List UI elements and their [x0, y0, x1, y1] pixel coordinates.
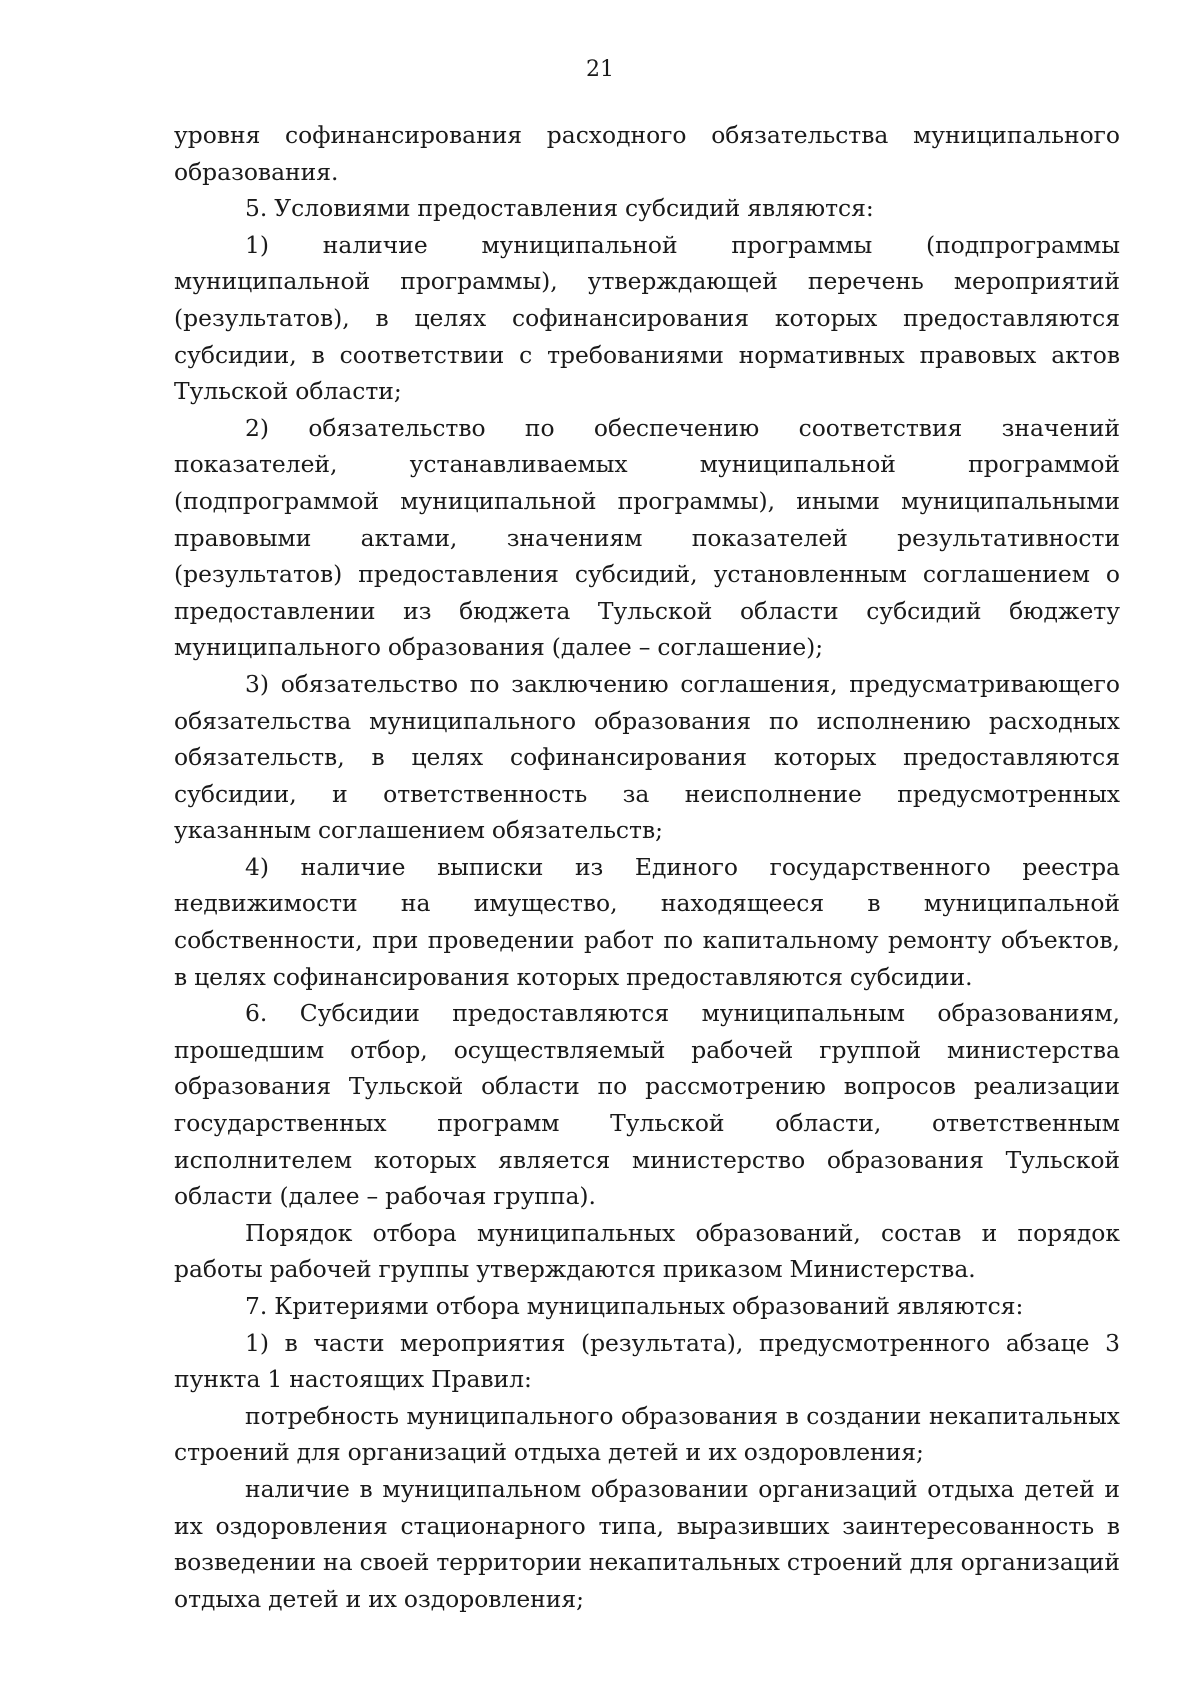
paragraph-criterion-organizations: наличие в муниципальном образовании организаций отдыха детей и их оздоровления стационарного типа, выразивших заинтересованность в возведении на своей территории некапитальных строений для организаций отдыха детей и их оздоровления;	[174, 1474, 1120, 1613]
paragraph-clause-7-item-1: 1) в части мероприятия (результата), предусмотренного абзаце 3 пункта 1 настоящих Правил:	[174, 1328, 1120, 1394]
paragraph-clause-7: 7. Критериями отбора муниципальных образований являются:	[245, 1292, 1024, 1320]
page-number: 21	[586, 57, 614, 82]
document-body	[174, 117, 1120, 1617]
paragraph-continuation: уровня софинансирования расходного обязательства муниципального образования.	[174, 121, 1120, 186]
paragraph-clause-6: 6. Субсидии предоставляются муниципальным образованиям, прошедшим отбор, осуществляемый рабочей группой министерства образования Тульской области по рассмотрению вопросов реализации государственных программ Тульской области, ответственным исполнителем которых является министерство образования Тульской области (далее – рабочая группа).	[174, 999, 1120, 1211]
paragraph-clause-5-item-4: 4) наличие выписки из Единого государственного реестра недвижимости на имущество, находящееся в муниципальной собственности, при проведении работ по капитальному ремонту объектов, в целях софинансирования которых предоставляются субсидии.	[174, 852, 1120, 991]
paragraph-clause-5: 5. Условиями предоставления субсидий являются:	[245, 194, 874, 223]
paragraph-criterion-need: потребность муниципального образования в создании некапитальных строений для организаций отдыха детей и их оздоровления;	[174, 1401, 1120, 1467]
paragraph-clause-5-item-3: 3) обязательство по заключению соглашения, предусматривающего обязательства муниципального образования по исполнению расходных обязательств, в целях софинансирования которых предоставляются субсидии, и ответственность за неисполнение предусмотренных указанным соглашением обязательств;	[174, 669, 1120, 845]
paragraph-selection-procedure: Порядок отбора муниципальных образований, состав и порядок работы рабочей группы утверждаются приказом Министерства.	[174, 1218, 1120, 1284]
paragraph-clause-5-item-1: 1) наличие муниципальной программы (подпрограммы муниципальной программы), утверждающей перечень мероприятий (результатов), в целях софинансирования которых предоставляются субсидии, в соответствии с требованиями нормативных правовых актов Тульской области;	[174, 230, 1120, 406]
paragraph-clause-5-item-2: 2) обязательство по обеспечению соответствия значений показателей, устанавливаемых муниципальной программой (подпрограммой муниципальной программы), иными муниципальными правовыми актами, значениям показателей результативности (результатов) предоставления субсидий, установленным соглашением о предоставлении из бюджета Тульской области субсидий бюджету муниципального образования (далее – соглашение);	[174, 413, 1120, 662]
